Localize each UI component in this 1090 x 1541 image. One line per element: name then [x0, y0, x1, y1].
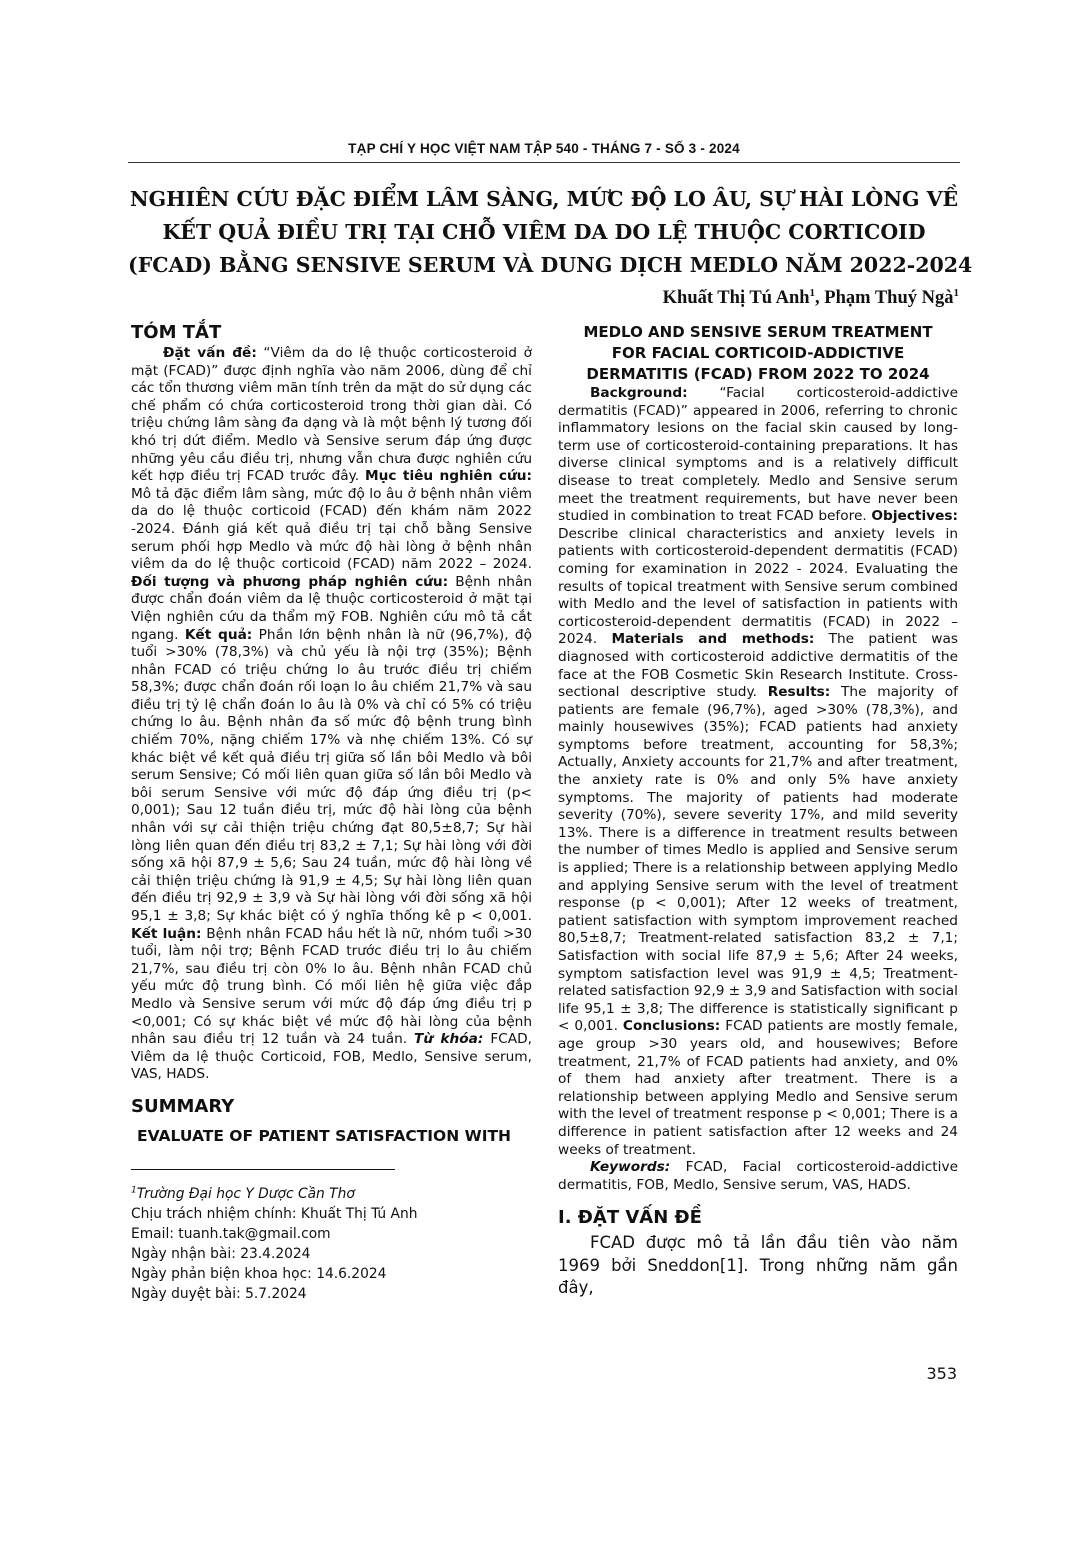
- introduction-heading: I. ĐẶT VẤN ĐỀ: [558, 1207, 702, 1229]
- introduction-text: FCAD được mô tả lần đầu tiên vào năm 1969 bởi Sneddon[1]. Trong những năm gần đây,: [558, 1233, 958, 1298]
- title-line: (FCAD) BẰNG SENSIVE SERUM VÀ DUNG DỊCH MEDLO NĂM 2022-2024: [128, 253, 973, 277]
- abstract-label: Background:: [590, 385, 688, 401]
- abstract-text: “Viêm da do lệ thuộc corticosteroid ở mặt (FCAD)” được định nghĩa vào năm 2006, dùng để chỉ các tổn thương viêm mãn tính trên da mặt do sử dụng các chế phẩm có chứa corticosteroid trong thời gian dài. Có triệu chứng lâm sàng đa dạng và là một bệnh lý tương đối khó trị dứt điểm. Medlo và Sensive serum đáp ứng được những yêu cầu điều trị, nhưng vẫn chưa được nghiên cứu kết hợp điều trị FCAD trước đây.: [131, 345, 532, 485]
- footnotes: [131, 1180, 532, 1304]
- keywords-text: FCAD, Viêm da lệ thuộc Corticoid, FOB, Medlo, Sensive serum, VAS, HADS.: [131, 1031, 532, 1083]
- abstract-text: The patient was diagnosed with corticosteroid addictive dermatitis of the face at the FOB Cosmetic Skin Research Institute. Cross-sectional descriptive study.: [558, 631, 958, 701]
- abstract-text: Bệnh nhân FCAD hầu hết là nữ, nhóm tuổi >30 tuổi, làm nội trợ; Bệnh FCAD trước điều trị lo âu chiếm 21,7%, sau điều trị còn 0% lo âu. Bệnh nhân FCAD chủ yếu mức độ trung bình. Có mối liên hệ giữa việc đắp Medlo và Sensive serum với mức độ đáp ứng điều trị p <0,001; Có sự khác biệt về mức độ hài lòng của bệnh nhân sau điều trị 12 tuần và 24 tuần.: [131, 925, 533, 1048]
- en-title-line: DERMATITIS (FCAD) FROM 2022 TO 2024: [586, 365, 930, 383]
- abstract-text: Mô tả đặc điểm lâm sàng, mức độ lo âu ở bệnh nhân viêm da do lệ thuộc corticoid (FCAD) đến khám năm 2022 -2024. Đánh giá kết quả điều trị tại chỗ bằng Sensive serum phối hợp Medlo và mức độ hài lòng ở bệnh nhân viêm da do lệ thuộc corticoid (FCAD) năm 2022 – 2024.: [131, 485, 532, 573]
- abstract-label: Objectives:: [871, 508, 958, 525]
- abstract-text: Phần lớn bệnh nhân là nữ (96,7%), độ tuổi >30% (78,3%) và chủ yếu là nội trợ (35%); Bệnh nhân FCAD có triệu chứng lo âu trước điều trị chiếm 58,3%; được chẩn đoán rối loạn lo âu chiếm 21,7% và sau điều trị tỷ lệ chẩn đoán lo âu là 0% và chỉ có 5% có triệu chứng lo âu. Bệnh nhân đa số mức độ bệnh trung bình chiếm 70%, nặng chiếm 17% và nhẹ chiếm 13%. Có sự khác biệt về kết quả điều trị giữa số lần bôi Medlo và bôi serum Sensive; Có mối liên quan giữa số lần bôi Medlo và bôi serum Sensive với mức độ đáp ứng điều trị (p< 0,001); Sau 12 tuần điều trị, mức độ hài lòng của bệnh nhân với sự cải thiện triệu chứng đạt 80,5±8,7; Sự hài lòng liên quan đến điều trị 83,2 ± 7,1; Sự hài lòng với đời sống xã hội 87,9 ± 5,6; Sau 24 tuần, mức độ hài lòng về cải thiện triệu chứng là 91,9 ± 4,5; Sự hài lòng liên quan đến điều trị 92,9 ± 3,9 và Sự hài lòng với đời sống xã hội 95,1 ± 3,8; Sự khác biệt có ý nghĩa thống kê p < 0,001.: [131, 626, 532, 924]
- footnote-approved: Ngày duyệt bài: 5.7.2024: [131, 1285, 307, 1302]
- abstract-label: Mục tiêu nghiên cứu:: [365, 468, 532, 485]
- footnote-divider: [131, 1169, 395, 1170]
- keywords-label: Keywords:: [590, 1159, 671, 1176]
- abstract-text: The majority of patients are female (96,7%), aged >30% (78,3%), and mainly housewives (35%); FCAD patients had anxiety symptoms before treatment, accounting for 58,3%; Actually, Anxiety accounts for 21,7% and after treatment, the anxiety rate is 0% and only 5% have anxiety symptoms. The majority of patients had moderate severity (70%), severe severity 17%, and mild severity 13%. There is a difference in treatment results between the number of times Medlo is applied and Sensive serum is applied; There is a relationship between applying Medlo and applying Sensive serum with the level of treatment response (p < 0,001); After 12 weeks of treatment, patient satisfaction with symptom improvement reached 80,5±8,7; Treatment-related satisfaction 83,2 ± 7,1; Satisfaction with social life 87,9 ± 5,6; After 24 weeks, symptom satisfaction level was 91,9 ± 4,5; Treatment-related satisfaction 92,9 ± 3,9 and Satisfaction with social life 95,1 ± 3,8; The difference is statistically significant p < 0,001.: [558, 684, 958, 1035]
- en-title-line: MEDLO AND SENSIVE SERUM TREATMENT: [583, 323, 933, 341]
- abstract-label: Conclusions:: [622, 1018, 721, 1035]
- footnote-reviewed: Ngày phản biện khoa học: 14.6.2024: [131, 1265, 387, 1282]
- header-divider: [128, 162, 960, 163]
- en-title-line: FOR FACIAL CORTICOID-ADDICTIVE: [611, 344, 905, 362]
- en-abstract-title: [558, 322, 958, 385]
- abstract-label: Đối tượng và phương pháp nghiên cứu:: [131, 573, 449, 590]
- abstract-text: Describe clinical characteristics and anxiety levels in patients with corticosteroid-dependent dermatitis (FCAD) coming for examination in 2022 - 2024. Evaluating the results of topical treatment with Sensive serum combined with Medlo and the level of satisfaction in patients with corticosteroid-dependent dermatitis (FCAD) in 2022 – 2024.: [558, 525, 958, 648]
- summary-heading: SUMMARY: [131, 1095, 235, 1117]
- right-column: [558, 322, 958, 1300]
- en-abstract-body: [558, 385, 958, 1159]
- summary-subheading: EVALUATE OF PATIENT SATISFACTION WITH: [137, 1126, 512, 1145]
- footnote-received: Ngày nhận bài: 23.4.2024: [131, 1245, 311, 1262]
- author-affiliation-mark: 1: [953, 287, 959, 299]
- author-name: Khuất Thị Tú Anh: [662, 288, 810, 309]
- title-line: KẾT QUẢ ĐIỀU TRỊ TẠI CHỖ VIÊM DA DO LỆ THUỘC CORTICOID: [162, 220, 926, 244]
- abstract-text: “Facial corticosteroid-addictive dermatitis (FCAD)” appeared in 2006, referring to chronic inflammatory lesions on the facial skin caused by long-term use of corticosteroid-containing preparations. It has diverse clinical symptoms and is a relatively difficult disease to treat completely. Medlo and Sensive serum meet the treatment requirements, but have never been studied in combination to treat FCAD before.: [558, 385, 958, 525]
- keywords-label: Từ khóa:: [414, 1031, 484, 1048]
- vn-abstract-body: [131, 345, 532, 1084]
- en-keywords: [558, 1159, 958, 1194]
- page-number: 353: [926, 1364, 957, 1383]
- title-line: NGHIÊN CỨU ĐẶC ĐIỂM LÂM SÀNG, MỨC ĐỘ LO ÂU, SỰ HÀI LÒNG VỀ: [129, 187, 959, 211]
- abstract-label: Kết luận:: [131, 925, 202, 942]
- abstract-label: Materials and methods:: [611, 631, 815, 648]
- author-list: [663, 287, 959, 309]
- abstract-text: Bệnh nhân được chẩn đoán viêm da lệ thuộc corticosteroid ở mặt tại Viện nghiên cứu da thẩm mỹ FOB. Nghiên cứu mô tả cắt ngang.: [131, 573, 533, 643]
- abstract-label: Kết quả:: [184, 626, 253, 643]
- left-column: [131, 322, 532, 1304]
- keywords-text: FCAD, Facial corticosteroid-addictive dermatitis, FOB, Medlo, Sensive serum, VAS, HADS.: [558, 1159, 958, 1193]
- vn-abstract-heading: TÓM TẮT: [131, 322, 222, 343]
- footnote-responsible: Chịu trách nhiệm chính: Khuất Thị Tú Anh: [131, 1205, 418, 1222]
- article-title: [128, 183, 973, 282]
- footnote-affiliation: $^1$Trường Đại học Y Dược Cần Thơ: [131, 1184, 355, 1202]
- footnote-email: Email: tuanh.tak@gmail.com: [131, 1225, 331, 1242]
- author-affiliation-mark: 1: [809, 287, 816, 299]
- author-name: Phạm Thuý Ngà: [824, 288, 954, 309]
- abstract-text: FCAD patients are mostly female, age group >30 years old, and housewives; Before treatment, 21,7% of FCAD patients had anxiety, and 0% of them had anxiety after treatment. There is a relationship between applying Medlo and Sensive serum with the level of treatment response p < 0,001; There is a difference in patient satisfaction after 12 weeks and 24 weeks of treatment.: [558, 1018, 958, 1158]
- author-separator: ,: [815, 288, 825, 309]
- abstract-label: Results:: [767, 684, 831, 701]
- abstract-label: Đặt vấn đề:: [163, 345, 257, 361]
- journal-header: TẠP CHÍ Y HỌC VIỆT NAM TẬP 540 - THÁNG 7 - SỐ 3 - 2024: [348, 141, 740, 156]
